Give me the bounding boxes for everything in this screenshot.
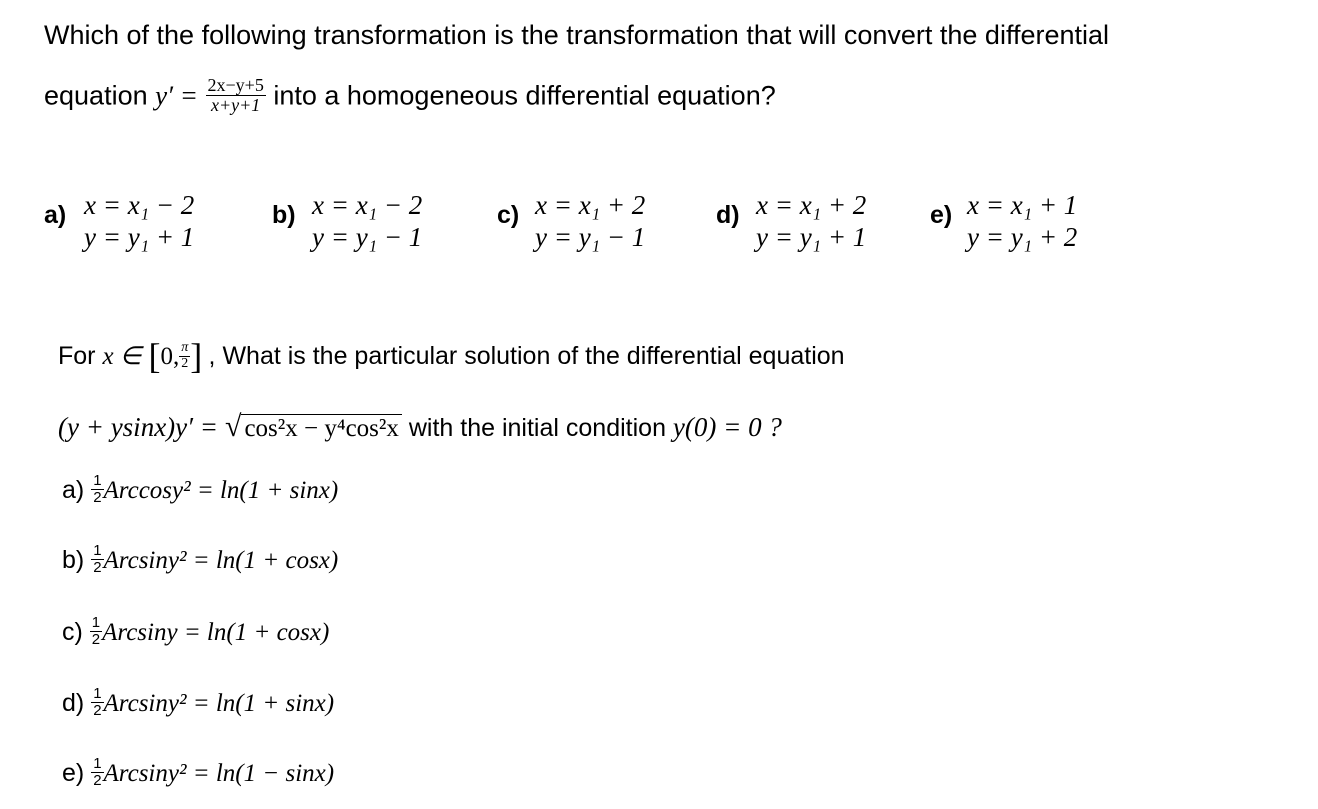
option-e-x: x = x₁ + 1 <box>967 190 1078 220</box>
one-half <box>90 615 102 648</box>
for-text: For <box>58 342 96 370</box>
initial-condition: y(0) = 0 ? <box>672 412 782 442</box>
option-e-y: y = y₁ + 2 <box>967 222 1078 252</box>
option-c-label: c) <box>497 201 520 229</box>
one-half <box>91 686 103 719</box>
answer-e-expr: Arcsiny² = ln(1 − sinx) <box>103 759 335 787</box>
answer-e[interactable] <box>62 755 335 791</box>
half-den: 2 <box>93 488 102 506</box>
option-a-y: y = y₁ + 1 <box>84 222 195 252</box>
answer-d[interactable] <box>62 685 335 721</box>
half-num: 1 <box>93 472 102 489</box>
fraction-numerator: 2x−y+5 <box>207 75 264 95</box>
option-e-label: e) <box>930 201 953 229</box>
option-c-transform <box>535 189 645 253</box>
half-num: 1 <box>91 614 101 631</box>
answer-b[interactable] <box>62 542 339 578</box>
one-half <box>91 756 103 789</box>
sqrt-sign: √ <box>224 410 242 443</box>
question2-equation <box>58 410 782 444</box>
answer-a[interactable] <box>62 472 339 508</box>
half-num: 1 <box>93 685 102 702</box>
fraction-denominator: x+y+1 <box>211 94 261 115</box>
rhs-fraction <box>206 76 266 115</box>
answer-b-expr: Arcsiny² = ln(1 + cosx) <box>103 546 339 574</box>
option-b-x: x = x₁ − 2 <box>312 190 423 220</box>
answer-b-label: b) <box>62 545 85 574</box>
half-num: 1 <box>93 755 102 772</box>
y-prime-lhs: y′ = <box>155 80 198 111</box>
option-d-y: y = y₁ + 1 <box>756 222 867 252</box>
option-a-label: a) <box>44 201 67 229</box>
interval-start: 0, <box>160 343 180 370</box>
question2-intro <box>58 335 845 377</box>
option-b-label: b) <box>272 201 296 229</box>
two-digit: 2 <box>181 355 189 371</box>
equation-right: with the initial condition <box>408 414 666 442</box>
answer-c-expr: Arcsiny = ln(1 + cosx) <box>102 618 330 646</box>
question2-text: , What is the particular solution of the differential equation <box>208 342 845 370</box>
half-den: 2 <box>93 701 102 719</box>
option-b-transform <box>312 189 422 253</box>
option-c-y: y = y₁ − 1 <box>535 222 646 252</box>
equation-prefix: equation <box>44 80 148 111</box>
equation-suffix: into a homogeneous differential equation? <box>273 80 776 111</box>
pi-over-two <box>179 341 190 371</box>
option-a-x: x = x₁ − 2 <box>84 190 195 220</box>
option-d-label: d) <box>716 201 740 229</box>
answer-a-expr: Arccosy² = ln(1 + sinx) <box>103 476 339 504</box>
half-num: 1 <box>93 542 102 559</box>
option-d-x: x = x₁ + 2 <box>756 190 867 220</box>
answer-c-label: c) <box>62 617 83 646</box>
x-in: x ∈ <box>102 343 142 370</box>
option-b-y: y = y₁ − 1 <box>312 222 423 252</box>
interval: [0, $\frac{\pi}{2}$ ] <box>148 336 203 376</box>
answer-c[interactable] <box>62 614 330 650</box>
half-den: 2 <box>91 630 101 648</box>
option-d-transform <box>756 189 866 253</box>
question1-line2 <box>44 75 776 117</box>
answer-d-label: d) <box>62 688 85 717</box>
option-a-transform <box>84 189 194 253</box>
option-c-x: x = x₁ + 2 <box>535 190 646 220</box>
half-den: 2 <box>93 771 102 789</box>
one-half <box>91 473 103 506</box>
answer-a-label: a) <box>62 475 85 504</box>
question1-line1: Which of the following transformation is the transformation that will convert the differential <box>44 20 1110 50</box>
answer-d-expr: Arcsiny² = ln(1 + sinx) <box>103 689 335 717</box>
equation-left: (y + ysinx)y′ = <box>58 412 219 442</box>
answer-e-label: e) <box>62 758 85 787</box>
pi-symbol: π <box>181 340 189 356</box>
one-half <box>91 543 103 576</box>
option-e-transform <box>967 189 1077 253</box>
sqrt-content: cos²x − y⁴cos²x <box>241 414 401 443</box>
half-den: 2 <box>93 558 102 576</box>
